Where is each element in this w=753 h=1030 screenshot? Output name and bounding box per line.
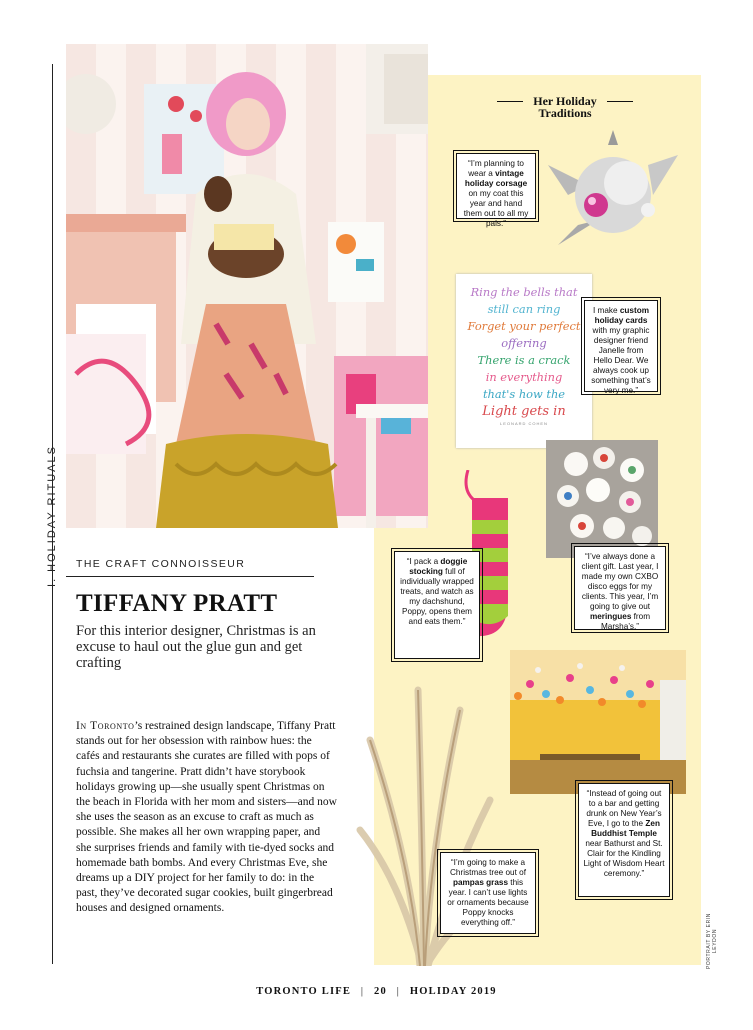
callout-text: near Bathurst and St. Clair for the Kindling Light of Wisdom Heart ceremony.” (583, 839, 665, 878)
card-line: still can ring (487, 302, 561, 316)
photo-credit: PORTRAIT BY ERIN LEYDON (706, 913, 718, 970)
body-lead: In Toronto (76, 720, 135, 732)
footer-issue: HOLIDAY 2019 (409, 986, 497, 997)
holiday-card-image (456, 274, 592, 448)
card-line: that's how the (482, 387, 566, 401)
card-line: There is a crack (477, 353, 571, 367)
footer-divider: | (396, 986, 401, 997)
meringues-image (546, 440, 658, 558)
callout-temple (578, 783, 670, 897)
footer-divider: | (360, 986, 365, 997)
portrait-photo (66, 44, 428, 528)
card-line: Forget your perfect (467, 319, 581, 333)
callout-text: “Instead of going out to a bar and getting drunk on New Year’s Eve, I go to the (586, 789, 662, 828)
card-line: Light gets in (482, 404, 566, 419)
callout-bold: Zen Buddhist Temple (591, 819, 660, 838)
callout-text: “I’m planning to wear a (468, 159, 524, 178)
callout-pampas (440, 852, 536, 934)
temple-image (510, 650, 686, 794)
callout-cards (584, 300, 658, 395)
traditions-heading (495, 95, 635, 119)
callout-bold: meringues (589, 612, 632, 621)
callout-text: “I’m going to make a Christmas tree out of (450, 858, 526, 877)
corsage-image (538, 125, 688, 265)
callout-text: full of individually wrapped treats, and watch as my dachshund, Poppy, opens them and eats them.” (400, 567, 474, 626)
card-line: in everything (485, 370, 563, 384)
footer-magazine: TORONTO LIFE (256, 986, 352, 997)
card-attribution: LEONARD COHEN (500, 421, 548, 426)
callout-text: on my coat this year and hand them out to all my pals.” (463, 189, 529, 228)
card-line: Ring the bells that (470, 285, 578, 299)
deck: For this interior designer, Christmas is an excuse to haul out the glue gun and get crafting (76, 623, 316, 671)
callout-text: I make (593, 306, 620, 315)
body-paragraph: ’s restrained design landscape, Tiffany Pratt stands out for her obsession with rainbow hues: the cafés and restaurants she curates are filled with pops of fuchsia and tangerine. Pratt didn’t have storybook holidays growing up—she usually spent Christmas on the beach in Florida with her mom and sisters—and now she uses the season as an excuse to craft as much as possible. She makes all her own wrapping paper, and she surprises friends and family with tie-dyed socks and homemade bath bombs. And every Christmas Eve, she dreams up a DIY project for her family to do: in the past, they’ve decorated sugar cookies, built gingerbread houses and designed ornaments. (76, 720, 337, 915)
callout-text: “I pack a (406, 557, 441, 566)
kicker-rule (66, 576, 314, 577)
page-footer (0, 986, 753, 997)
kicker: THE CRAFT CONNOISSEUR (76, 558, 246, 570)
callout-bold: doggie stocking (409, 557, 468, 576)
callout-text: from Marsha’s.” (600, 612, 651, 631)
headline: TIFFANY PRATT (76, 590, 278, 617)
heading-rule-right (607, 101, 633, 102)
heading-rule-left (497, 101, 523, 102)
callout-text: this year. I can’t use lights or ornaments because Poppy knocks everything off.” (447, 878, 529, 927)
callout-bold: vintage holiday corsage (464, 169, 528, 188)
callout-bold: custom holiday cards (594, 306, 649, 325)
callout-corsage (456, 153, 536, 228)
callout-text: “I’ve always done a client gift. Last year, I made my own CXBO disco eggs for my clients. This year, I’m going to give out (581, 552, 659, 611)
callout-stocking (394, 551, 480, 659)
footer-page-number: 20 (374, 986, 387, 997)
traditions-heading-line1: Her Holiday (533, 94, 597, 108)
card-line: offering (501, 336, 547, 350)
callout-bold: pampas grass (452, 878, 509, 887)
traditions-heading-line2: Traditions (538, 106, 592, 120)
callout-meringues (574, 546, 666, 630)
body-text (76, 719, 338, 917)
callout-text: with my graphic designer friend Janelle from Hello Dear. We always cook up something that’s very me.” (591, 326, 651, 395)
section-label: I. HOLIDAY RITUALS (46, 445, 58, 587)
